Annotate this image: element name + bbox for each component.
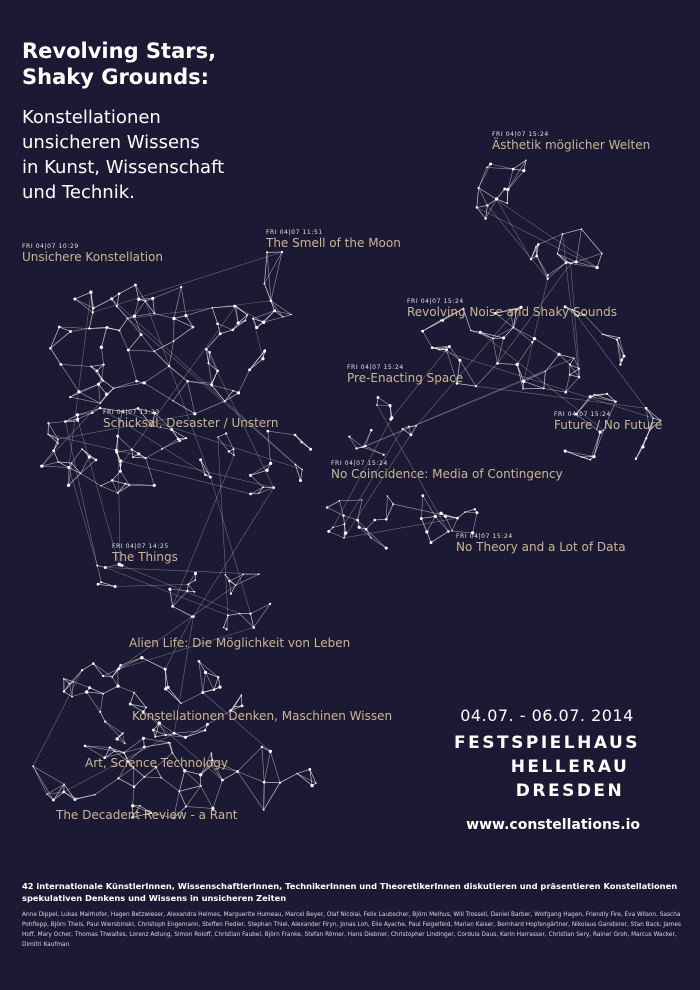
venue-city: DRESDEN: [515, 781, 625, 801]
session-pre-enacting-space: [347, 364, 463, 385]
session-title: Future / No Future: [554, 418, 663, 432]
session-title: Pre-Enacting Space: [347, 371, 464, 385]
session-date: FRI 04|07 13:23: [103, 409, 160, 416]
label-konstellationen-denken: Konstellationen Denken, Maschinen Wissen: [132, 709, 393, 723]
session-the-things: [112, 543, 178, 564]
session-date: FRI 04|07 11:51: [266, 229, 323, 236]
session-no-theory: [456, 533, 626, 554]
session-date: FRI 04|07 10:29: [22, 243, 79, 250]
session-date: FRI 04|07 15:24: [492, 131, 549, 138]
session-title: The Things: [112, 550, 178, 564]
session-schicksal: [103, 409, 279, 430]
session-date: FRI 04|07 15:24: [554, 411, 611, 418]
session-future-no-future: [554, 411, 662, 432]
session-date: FRI 04|07 15:24: [331, 460, 388, 467]
session-revolving-noise: [407, 298, 617, 319]
session-title: No Coincidence: Media of Contingency: [331, 467, 563, 481]
label-alien-life: Alien Life: Die Möglichkeit von Leben: [129, 636, 351, 650]
session-aesthetik: [492, 131, 650, 152]
title-line-1: Revolving Stars,: [22, 39, 217, 63]
session-date: FRI 04|07 15:24: [456, 533, 513, 540]
session-title: Revolving Noise and Shaky Sounds: [407, 305, 617, 319]
session-smell-of-the-moon: [266, 229, 401, 250]
description-line-2: spekulativen Denkens und Wissens in unsicheren Zeiten: [22, 893, 287, 903]
session-title: Schicksal, Desaster / Unstern: [103, 416, 279, 430]
website-link[interactable]: www.constellations.io: [466, 817, 640, 833]
session-title: The Smell of the Moon: [266, 236, 401, 250]
title-line-2: Shaky Grounds:: [22, 65, 210, 89]
event-dates: 04.07. - 06.07. 2014: [460, 706, 634, 725]
venue-district: HELLERAU: [510, 757, 630, 777]
label-decadent-review: The Decadent Review - a Rant: [56, 808, 238, 822]
session-date: FRI 04|07 14:25: [112, 543, 169, 550]
event-info: [454, 706, 640, 833]
description-line-1: 42 internationale KünstlerInnen, WissenschaftlerInnen, TechnikerInnen und TheoretikerInnen diskutieren und präsentieren Konstellationen: [22, 881, 678, 891]
session-title: Unsichere Konstellation: [22, 250, 163, 264]
session-title: Ästhetik möglicher Welten: [492, 138, 651, 152]
subtitle-line-4: und Technik.: [22, 182, 135, 203]
session-title: No Theory and a Lot of Data: [456, 540, 626, 554]
session-date: FRI 04|07 15:24: [347, 364, 404, 371]
session-date: FRI 04|07 15:24: [407, 298, 464, 305]
session-unsichere-konstellation: [22, 243, 163, 264]
participants-list: Anne Dippel, Lukas Mairhofer, Hagen Betzwieser, Alexandra Heimes, Marguerite Humeau, Marcel Beyer, Olaf Nicolai, Felix Laubscher, Björn Melhus, Will Trossell, Daniel Barber, Wolfgang Hagen, Friendly Fire, Eva Wilson, Sascha Pohflepp, Björn Theis, Paul Wiersbinski, Christoph Engemann, Steffen Fiedler, Stephan Thiel, Alexander Firyn, Jonas Loh, Elie Ayache, Paul Feigelfeld, Marian Kaiser, Bernhard Hopfengärtner, Nikolaus Gansterer, Stan Back, James Hoff, Mary Ocher, Thomas Thwaites, Lorenz Adlung, Simon Roloff, Christian Faubel, Björn Franke, Stefan Römer, Hans Diebner, Christopher Lindinger, Cordula Daus, Karin Harrasser, Christian Sery, Rainer Groh, Marcus Wacker, Dimitri Kaufman: [22, 912, 681, 948]
session-no-coincidence: [331, 460, 563, 481]
venue-name: FESTSPIELHAUS: [454, 733, 640, 753]
subtitle-line-3: in Kunst, Wissenschaft: [22, 157, 225, 178]
subtitle-line-2: unsicheren Wissens: [22, 132, 200, 153]
subtitle-line-1: Konstellationen: [22, 107, 161, 128]
label-art-science: Art, Science Technology: [85, 756, 229, 770]
